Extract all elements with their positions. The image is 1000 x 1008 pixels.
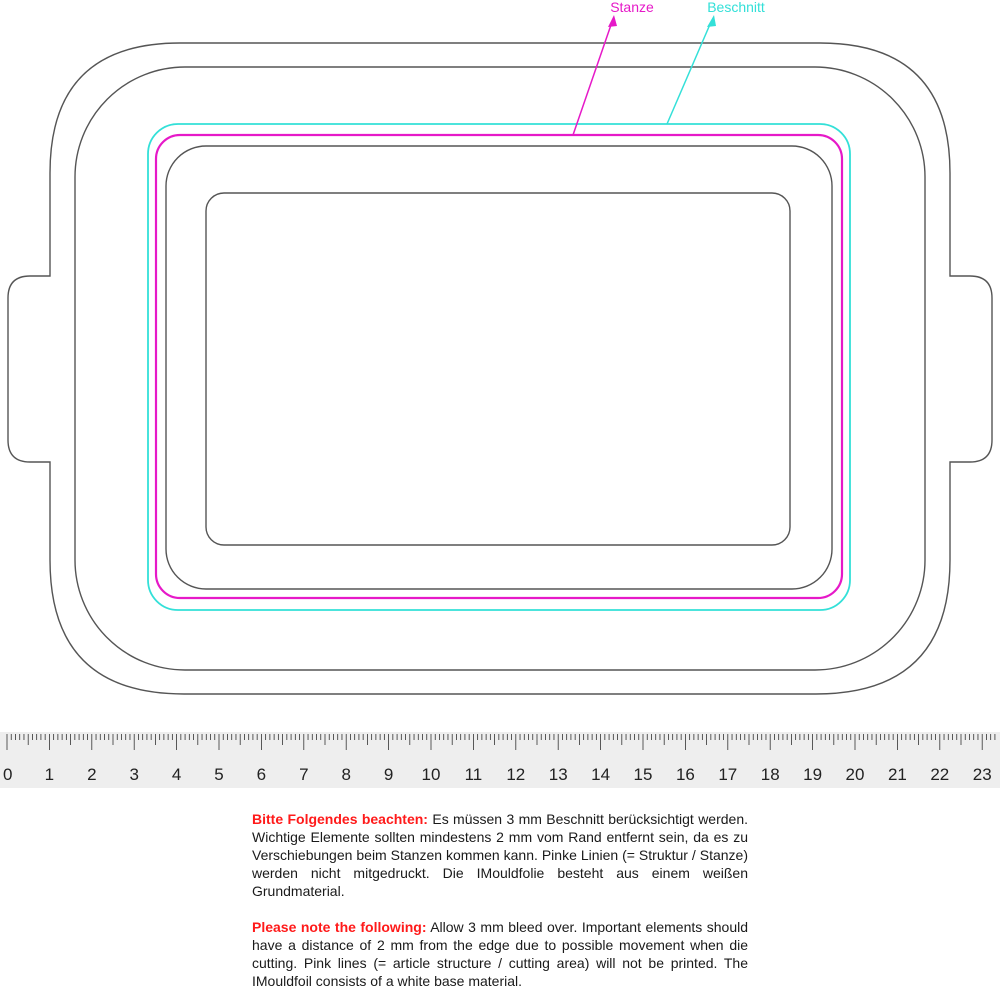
ruler-label: 8 bbox=[341, 765, 351, 784]
beschnitt-callout-line bbox=[667, 22, 711, 124]
ruler-label: 9 bbox=[383, 765, 394, 784]
ruler-label: 14 bbox=[591, 765, 611, 784]
ruler-label: 19 bbox=[803, 765, 823, 784]
stanze-label: Stanze bbox=[610, 0, 654, 15]
ruler-label: 6 bbox=[256, 765, 267, 784]
beschnitt-label: Beschnitt bbox=[707, 0, 765, 15]
note-english-heading: Please note the following: bbox=[252, 919, 427, 935]
recess-outline bbox=[166, 146, 832, 589]
ruler-label: 21 bbox=[887, 765, 907, 784]
beschnitt-callout-arrowhead bbox=[707, 15, 716, 27]
ruler-label: 7 bbox=[299, 765, 309, 784]
ruler-label: 3 bbox=[129, 765, 139, 784]
ruler-label: 11 bbox=[464, 765, 483, 784]
ruler-label: 0 bbox=[3, 765, 13, 784]
ruler-label: 13 bbox=[548, 765, 568, 784]
diecut-line bbox=[156, 135, 842, 598]
ruler bbox=[0, 732, 1000, 788]
note-english bbox=[252, 918, 748, 990]
ruler-ticks bbox=[7, 734, 995, 750]
ruler-label: 15 bbox=[633, 765, 653, 784]
ruler-label: 5 bbox=[214, 765, 224, 784]
ruler-label: 20 bbox=[845, 765, 865, 784]
ruler-label: 17 bbox=[718, 765, 738, 784]
stanze-callout-line bbox=[573, 22, 612, 135]
ruler-label: 1 bbox=[44, 765, 55, 784]
bleed-line bbox=[148, 124, 850, 610]
ruler-label: 22 bbox=[930, 765, 950, 784]
rim-outline bbox=[75, 67, 925, 670]
ruler-label: 2 bbox=[87, 765, 97, 784]
ruler-label: 12 bbox=[506, 765, 526, 784]
note-german-heading: Bitte Folgendes beachten: bbox=[252, 811, 428, 827]
note-german-body: Es müssen 3 mm Beschnitt berücksichtigt werden. Wichtige Elemente sollten mindestens 2 mm vom Rand entfernt sein, da es zu Verschiebungen beim Stanzen kommen kann. Pinke Linien (= Struktur / Stanze) werden nicht mitgedruckt. Die IMouldfolie besteht aus einem weißen Grundmaterial. bbox=[252, 811, 748, 899]
note-english-body: Allow 3 mm bleed over. Important elements should have a distance of 2 mm from the edge due to possible movement when die cutting. Pink lines (= article structure / cutting area) will not be printed. The IMouldfoil consists of a white base material. bbox=[252, 919, 748, 989]
ruler-label: 16 bbox=[675, 765, 695, 784]
notes bbox=[252, 810, 748, 1008]
ruler-label: 4 bbox=[171, 765, 182, 784]
ruler-label: 18 bbox=[760, 765, 780, 784]
inner-panel-outline bbox=[206, 193, 790, 545]
stanze-callout-arrowhead bbox=[608, 15, 617, 27]
note-german bbox=[252, 810, 748, 900]
ruler-label: 10 bbox=[421, 765, 441, 784]
ruler-label: 23 bbox=[972, 765, 992, 784]
ruler-labels bbox=[3, 765, 992, 784]
